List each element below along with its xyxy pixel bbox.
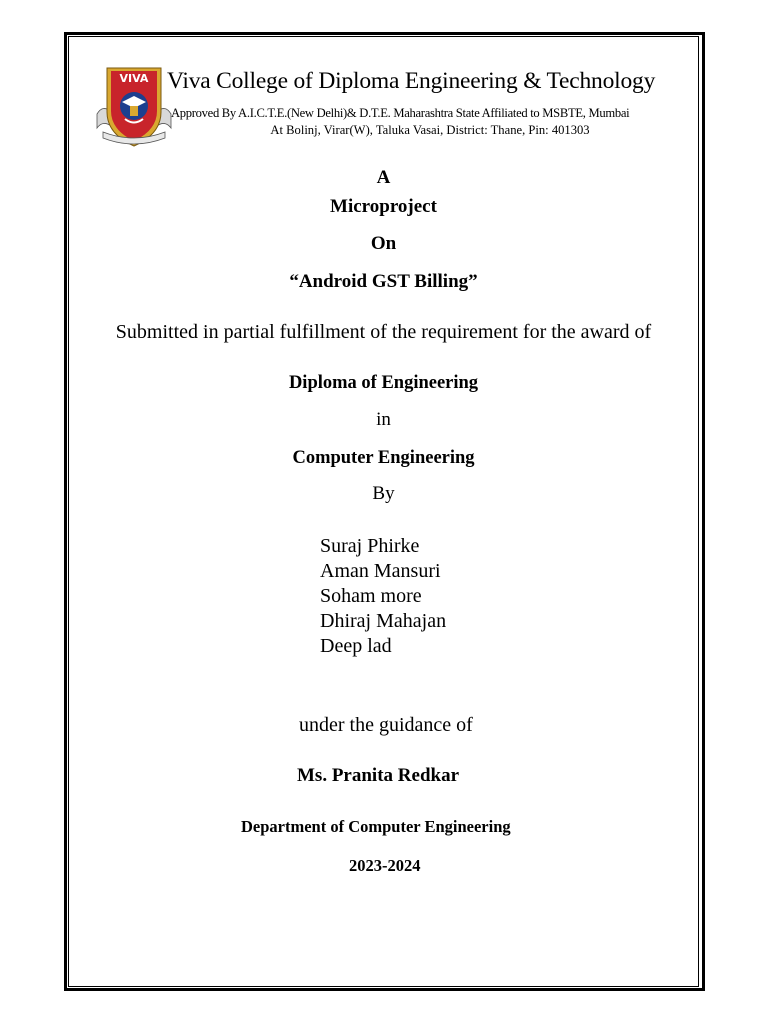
logo-text: VIVA: [119, 72, 149, 85]
guidance-label: under the guidance of: [299, 714, 473, 736]
by-label: By: [372, 483, 395, 504]
student-name: Dhiraj Mahajan: [320, 610, 447, 632]
project-title: “Android GST Billing”: [289, 271, 478, 292]
title-line-a: A: [376, 167, 391, 188]
in-label: in: [376, 409, 391, 430]
college-header: [95, 62, 685, 152]
title-line-on: On: [370, 233, 397, 254]
student-list: [320, 534, 446, 659]
college-address: At Bolinj, Virar(W), Taluka Vasai, District: Thane, Pin: 401303: [270, 123, 590, 137]
student-name: Deep lad: [320, 635, 392, 657]
submission-statement: Submitted in partial fulfillment of the requirement for the award of: [115, 321, 652, 343]
title-line-microproject: Microproject: [330, 196, 437, 217]
guide-name: Ms. Pranita Redkar: [297, 765, 460, 786]
diploma-name: Diploma of Engineering: [288, 373, 479, 393]
college-name: Viva College of Diploma Engineering & Technology: [167, 68, 656, 94]
student-name: Soham more: [320, 585, 422, 607]
student-name: Suraj Phirke: [320, 535, 420, 557]
department-name: Department of Computer Engineering: [241, 817, 511, 836]
college-approval: Approved By A.I.C.T.E.(New Delhi)& D.T.E. Maharashtra State Affiliated to MSBTE, Mumbai: [171, 106, 630, 120]
branch-name: Computer Engineering: [292, 448, 475, 468]
student-name: Aman Mansuri: [320, 560, 441, 582]
academic-year: 2023-2024: [349, 856, 421, 875]
